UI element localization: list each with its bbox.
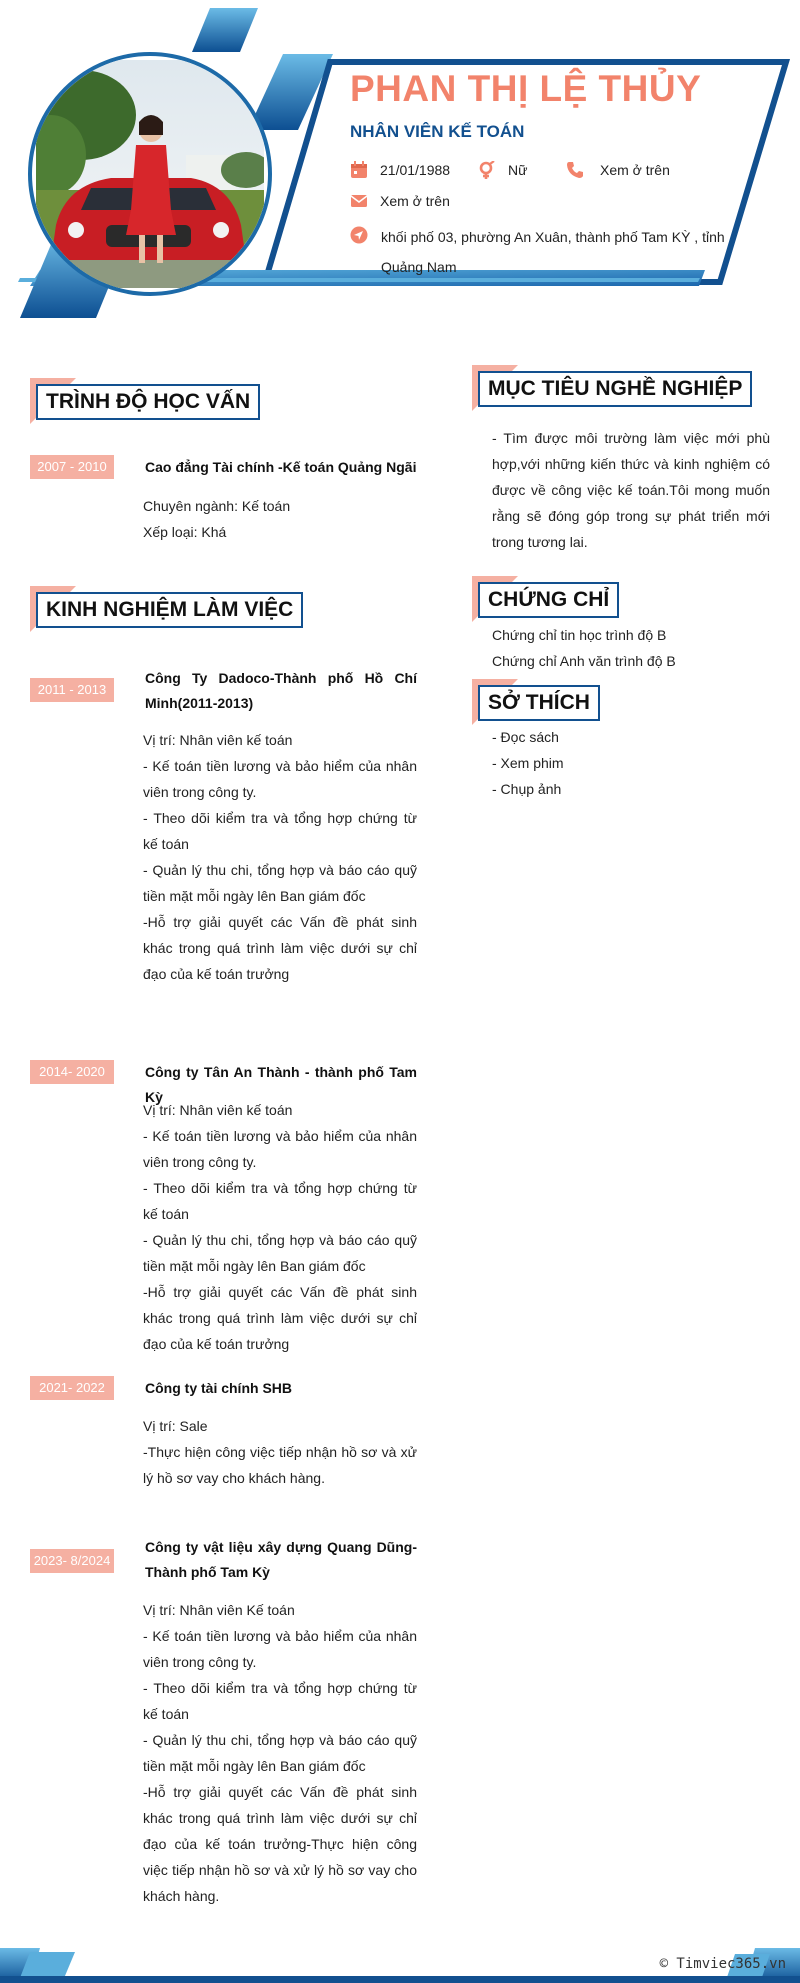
- objective-text: - Tìm được môi trường làm việc mới phù hợp,với những kiến thức và kinh nghiệm có được về công việc kế toán.Tôi mong muốn rằng sẽ đóng góp trong sự phát triển mới trong tương lai.: [492, 430, 770, 550]
- email-row: [350, 192, 450, 210]
- experience-details: [143, 1597, 417, 1909]
- avatar: [28, 52, 272, 296]
- experience-period: 2011 - 2013: [30, 678, 114, 702]
- address-value: khối phố 03, phường An Xuân, thành phố Tam KỲ , tỉnh Quảng Nam: [381, 229, 725, 275]
- certificates-list: [492, 622, 770, 674]
- certificate-item: Chứng chỉ tin học trình độ B: [492, 627, 667, 643]
- education-details: [143, 493, 417, 545]
- experience-period: 2023- 8/2024: [30, 1549, 114, 1573]
- birthday-row: [350, 161, 450, 179]
- certificates-heading-text: CHỨNG CHỈ: [478, 582, 619, 618]
- experience-line: Vị trí: Sale: [143, 1418, 208, 1434]
- experience-details: [143, 1097, 417, 1357]
- experience-line: - Kế toán tiền lương và bảo hiểm của nhân viên trong công ty.: [143, 1628, 417, 1670]
- experience-line: Vị trí: Nhân viên kế toán: [143, 732, 293, 748]
- experience-line: -Hỗ trợ giải quyết các Vấn đề phát sinh khác trong quá trình làm việc dưới sự chỉ đạo của kế toán trưởng-Thực hiện công việc tiếp nhận hồ sơ và xử lý hồ sơ vay cho khách hàng.: [143, 1784, 417, 1904]
- experience-line: - Quản lý thu chi, tổng hợp và báo cáo quỹ tiền mặt mỗi ngày lên Ban giám đốc: [143, 1232, 417, 1274]
- experience-heading-text: KINH NGHIỆM LÀM VIỆC: [36, 592, 303, 628]
- watermark: © Timviec365.vn: [659, 1956, 786, 1972]
- profile-photo-icon: [36, 60, 264, 288]
- calendar-icon: [350, 161, 368, 179]
- education-period: 2007 - 2010: [30, 455, 114, 479]
- experience-company: Công Ty Dadoco-Thành phố Hồ Chí Minh(2011-2013): [145, 670, 417, 711]
- experience-company: Công ty Tân An Thành - thành phố Tam Kỳ: [145, 1064, 417, 1105]
- experience-line: - Quản lý thu chi, tổng hợp và báo cáo quỹ tiền mặt mỗi ngày lên Ban giám đốc: [143, 1732, 417, 1774]
- education-line: Xếp loại: Khá: [143, 524, 227, 540]
- hobby-item: - Xem phim: [492, 755, 564, 771]
- education-school: Cao đẳng Tài chính -Kế toán Quảng Ngãi: [145, 459, 417, 475]
- location-icon: [350, 226, 368, 244]
- experience-line: - Kế toán tiền lương và bảo hiểm của nhân viên trong công ty.: [143, 758, 417, 800]
- birthday-value: 21/01/1988: [380, 162, 451, 178]
- experience-period: 2021- 2022: [30, 1376, 114, 1400]
- experience-company: Công ty vật liệu xây dựng Quang Dũng-Thành phố Tam Kỳ: [145, 1539, 417, 1580]
- experience-period: 2014- 2020: [30, 1060, 114, 1084]
- gender-row: [478, 161, 527, 179]
- experience-line: Vị trí: Nhân viên kế toán: [143, 1102, 293, 1118]
- gender-icon: [478, 161, 496, 179]
- phone-value: Xem ở trên: [600, 162, 670, 178]
- gender-value: Nữ: [508, 162, 528, 178]
- job-title: NHÂN VIÊN KẾ TOÁN: [350, 122, 525, 141]
- experience-details: [143, 1413, 417, 1491]
- experience-line: -Thực hiện công việc tiếp nhận hồ sơ và xử lý hồ sơ vay cho khách hàng.: [143, 1444, 417, 1486]
- experience-line: - Kế toán tiền lương và bảo hiểm của nhân viên trong công ty.: [143, 1128, 417, 1170]
- experience-line: - Theo dõi kiểm tra và tổng hợp chứng từ kế toán: [143, 1180, 417, 1222]
- phone-icon: [566, 161, 584, 179]
- experience-line: - Quản lý thu chi, tổng hợp và báo cáo quỹ tiền mặt mỗi ngày lên Ban giám đốc: [143, 862, 417, 904]
- candidate-name: PHAN THỊ LỆ THỦY: [350, 68, 702, 109]
- experience-line: -Hỗ trợ giải quyết các Vấn đề phát sinh khác trong quá trình làm việc dưới sự chỉ đạo của kế toán trưởng: [143, 1284, 417, 1352]
- education-heading-text: TRÌNH ĐỘ HỌC VẤN: [36, 384, 260, 420]
- experience-line: -Hỗ trợ giải quyết các Vấn đề phát sinh khác trong quá trình làm việc dưới sự chỉ đạo của kế toán trưởng: [143, 914, 417, 982]
- experience-company: Công ty tài chính SHB: [145, 1380, 292, 1396]
- certificate-item: Chứng chỉ Anh văn trình độ B: [492, 653, 676, 669]
- email-value: Xem ở trên: [380, 193, 450, 209]
- hobbies-heading-text: SỞ THÍCH: [478, 685, 600, 721]
- hobbies-list: [492, 724, 770, 802]
- experience-line: - Theo dõi kiểm tra và tổng hợp chứng từ kế toán: [143, 1680, 417, 1722]
- cv-header: [0, 0, 800, 330]
- hobby-item: - Chụp ảnh: [492, 781, 562, 797]
- experience-details: [143, 727, 417, 987]
- hobby-item: - Đọc sách: [492, 729, 559, 745]
- experience-line: - Theo dõi kiểm tra và tổng hợp chứng từ kế toán: [143, 810, 417, 852]
- phone-row: [566, 161, 670, 179]
- experience-line: Vị trí: Nhân viên Kế toán: [143, 1602, 295, 1618]
- education-line: Chuyên ngành: Kế toán: [143, 498, 291, 514]
- objective-heading-text: MỤC TIÊU NGHỀ NGHIỆP: [478, 371, 752, 407]
- email-icon: [350, 192, 368, 210]
